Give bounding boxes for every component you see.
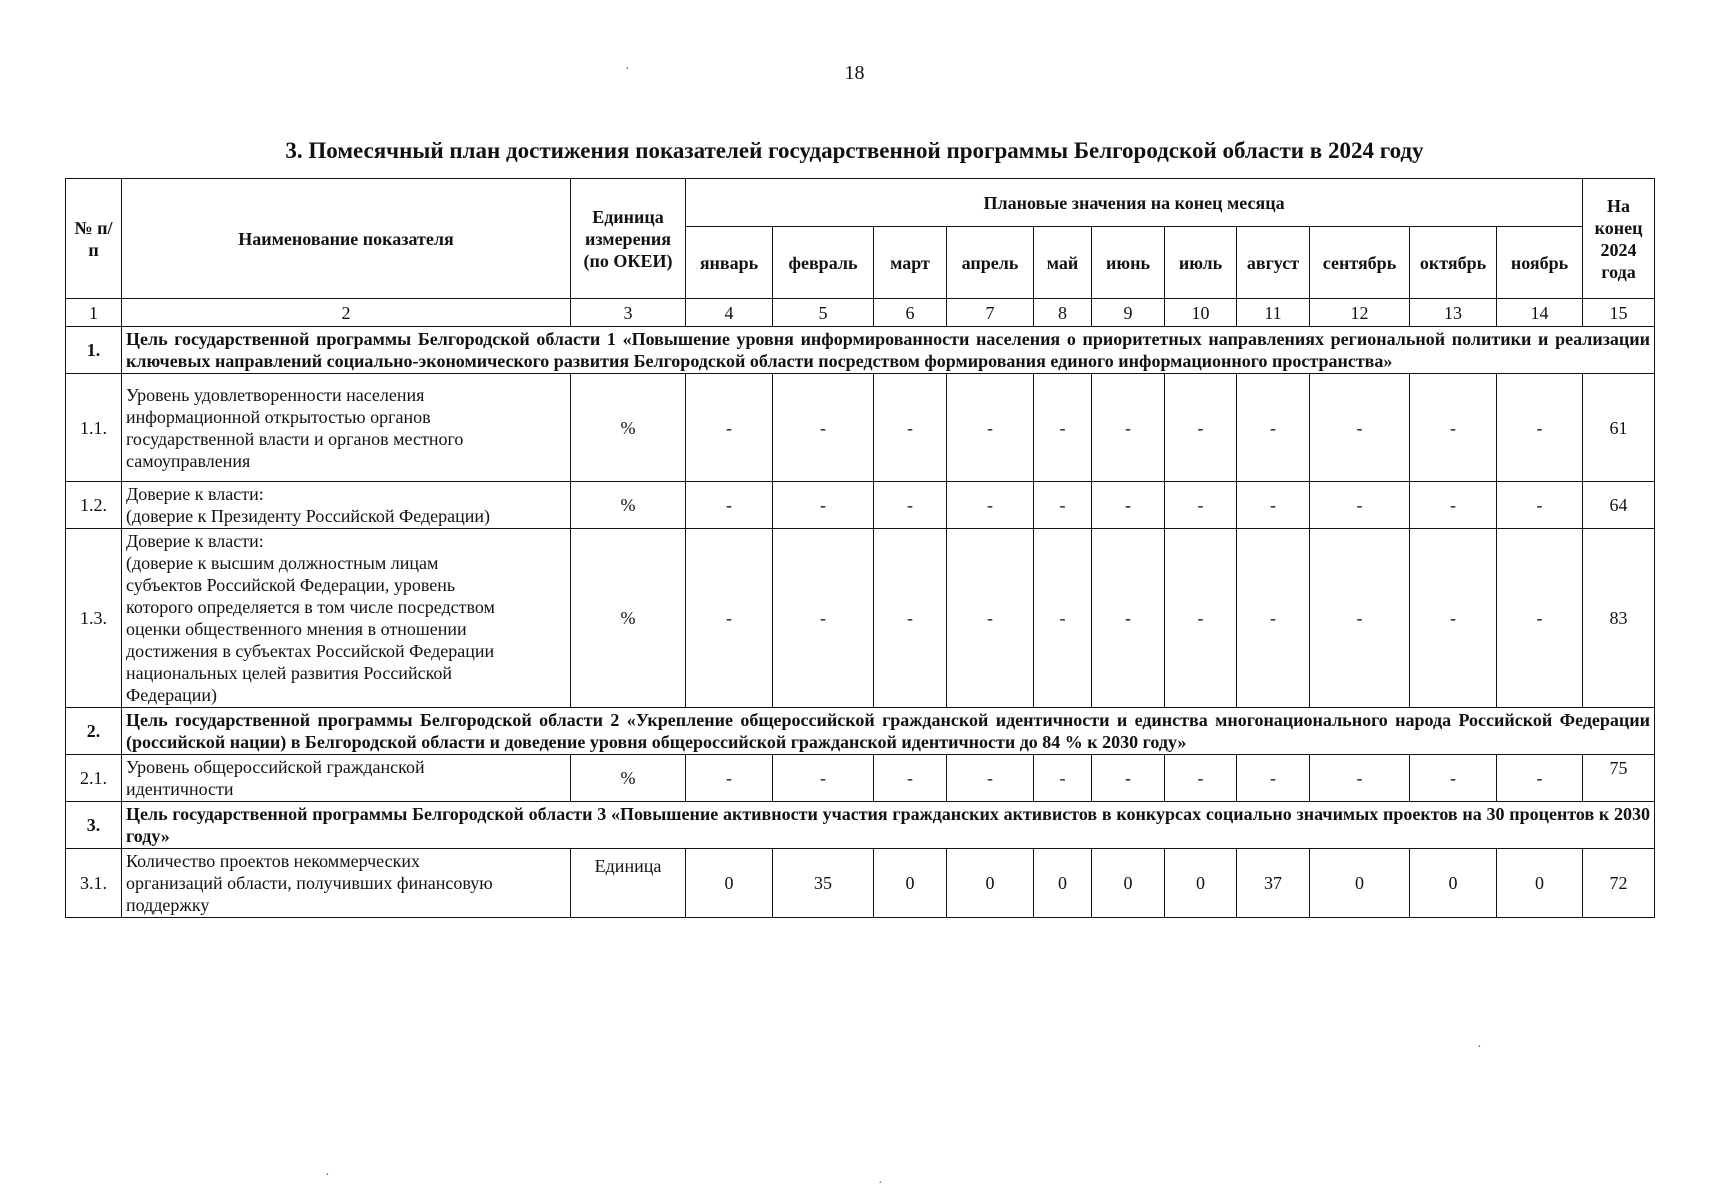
- monthly-value: 0: [874, 849, 947, 918]
- goal-text: Цель государственной программы Белгородской области 1 «Повышение уровня информированности населения о приоритетных направлениях региональной политики и реализации ключевых направлений социально-экономического развития Белгородской области посредством формирования единого информационного пространства»: [122, 327, 1655, 374]
- indicator-name-line: самоуправления: [126, 450, 251, 471]
- monthly-value: -: [947, 374, 1034, 482]
- monthly-value: -: [686, 482, 773, 529]
- monthly-value: -: [1092, 374, 1165, 482]
- scan-speck: ·: [1477, 1040, 1482, 1055]
- indicator-name-line: Федерации): [126, 685, 218, 705]
- indicator-number: 2.1.: [66, 755, 122, 802]
- header-month: июль: [1165, 227, 1237, 299]
- indicator-row: [66, 849, 1655, 918]
- column-number: 15: [1583, 299, 1655, 327]
- indicator-name-line: национальных целей развития Российской: [126, 663, 453, 683]
- indicator-name-line: (доверие к высшим должностным лицам: [126, 553, 439, 573]
- monthly-value: -: [947, 755, 1034, 802]
- monthly-value: -: [874, 374, 947, 482]
- indicator-row: [66, 482, 1655, 529]
- column-number: 3: [571, 299, 686, 327]
- monthly-value: 0: [1034, 849, 1092, 918]
- page-number: 18: [844, 62, 865, 84]
- indicator-name: [122, 482, 571, 529]
- header-month: январь: [686, 227, 773, 299]
- header-month: февраль: [773, 227, 874, 299]
- monthly-value: -: [1237, 755, 1310, 802]
- indicator-name: [122, 755, 571, 802]
- goal-number: 1.: [66, 327, 122, 374]
- indicator-name: [122, 374, 571, 482]
- goal-number: 3.: [66, 802, 122, 849]
- indicator-name-line: оценки общественного мнения в отношении: [126, 619, 467, 639]
- indicator-name-line: достижения в субъектах Российской Федерации: [126, 641, 495, 661]
- monthly-value: -: [773, 374, 874, 482]
- column-number: 6: [874, 299, 947, 327]
- page-title: 3. Помесячный план достижения показателей государственной программы Белгородской области в 2024 году: [285, 138, 1424, 163]
- column-number: 9: [1092, 299, 1165, 327]
- monthly-value: 0: [947, 849, 1034, 918]
- indicator-name-line: Количество проектов некоммерческих: [126, 851, 420, 871]
- column-number: 14: [1497, 299, 1583, 327]
- year-end-value: 83: [1583, 529, 1655, 708]
- monthly-value: -: [1034, 755, 1092, 802]
- monthly-value: -: [1497, 529, 1583, 708]
- monthly-value: -: [686, 374, 773, 482]
- monthly-value: 0: [686, 849, 773, 918]
- monthly-value: -: [1165, 374, 1237, 482]
- monthly-value: 0: [1497, 849, 1583, 918]
- goal-row: [66, 708, 1655, 755]
- monthly-value: -: [947, 482, 1034, 529]
- year-end-value: 61: [1583, 374, 1655, 482]
- header-month: апрель: [947, 227, 1034, 299]
- monthly-value: -: [686, 755, 773, 802]
- indicator-name: [122, 849, 571, 918]
- column-number: 8: [1034, 299, 1092, 327]
- monthly-value: 37: [1237, 849, 1310, 918]
- header-month: июнь: [1092, 227, 1165, 299]
- indicator-unit: %: [571, 482, 686, 529]
- monthly-value: 0: [1165, 849, 1237, 918]
- header-name: Наименование показателя: [122, 179, 571, 299]
- monthly-value: -: [874, 755, 947, 802]
- monthly-value: 0: [1310, 849, 1410, 918]
- indicator-name-line: Уровень общероссийской гражданской: [126, 757, 425, 777]
- column-number: 5: [773, 299, 874, 327]
- monthly-value: -: [1410, 482, 1497, 529]
- column-number: 7: [947, 299, 1034, 327]
- indicator-unit: %: [571, 374, 686, 482]
- monthly-value: -: [1497, 755, 1583, 802]
- monthly-value: -: [1497, 374, 1583, 482]
- indicator-name-line: которого определяется в том числе посредством: [126, 597, 495, 617]
- monthly-value: -: [773, 529, 874, 708]
- header-month: ноябрь: [1497, 227, 1583, 299]
- monthly-value: -: [874, 529, 947, 708]
- indicator-row: [66, 529, 1655, 708]
- indicator-name-line: государственной власти и органов местного: [126, 428, 464, 449]
- indicator-name-line: идентичности: [126, 779, 234, 799]
- monthly-value: -: [1165, 529, 1237, 708]
- monthly-value: -: [773, 482, 874, 529]
- indicator-name-line: поддержку: [126, 895, 210, 915]
- scan-speck: ·: [878, 1176, 883, 1191]
- monthly-value: -: [1165, 482, 1237, 529]
- year-end-value: 72: [1583, 849, 1655, 918]
- header-unit: Единица измерения (по ОКЕИ): [571, 179, 686, 299]
- monthly-value: -: [1310, 529, 1410, 708]
- header-month: май: [1034, 227, 1092, 299]
- goal-text: Цель государственной программы Белгородской области 3 «Повышение активности участия гражданских активистов в конкурсах социально значимых проектов на 30 процентов к 2030 году»: [122, 802, 1655, 849]
- indicator-name-line: субъектов Российской Федерации, уровень: [126, 575, 456, 595]
- monthly-value: 0: [1410, 849, 1497, 918]
- monthly-value: -: [1237, 529, 1310, 708]
- column-number: 13: [1410, 299, 1497, 327]
- indicator-name-line: организаций области, получивших финансовую: [126, 873, 493, 893]
- goal-number: 2.: [66, 708, 122, 755]
- header-num: № п/п: [66, 179, 122, 299]
- indicator-row: [66, 374, 1655, 482]
- indicator-unit: %: [571, 529, 686, 708]
- indicator-name: [122, 529, 571, 708]
- indicator-name-line: Доверие к власти:: [126, 484, 264, 504]
- indicator-row: [66, 755, 1655, 802]
- monthly-value: -: [1410, 374, 1497, 482]
- indicator-name-line: Доверие к власти:: [126, 531, 264, 551]
- monthly-value: -: [1034, 482, 1092, 529]
- monthly-value: 35: [773, 849, 874, 918]
- indicator-number: 1.3.: [66, 529, 122, 708]
- monthly-value: -: [874, 482, 947, 529]
- monthly-value: -: [773, 755, 874, 802]
- indicator-number: 3.1.: [66, 849, 122, 918]
- header-months-group: Плановые значения на конец месяца: [686, 179, 1583, 227]
- header-month: март: [874, 227, 947, 299]
- scan-speck: ·: [325, 1168, 330, 1183]
- column-number: 1: [66, 299, 122, 327]
- monthly-value: -: [1034, 374, 1092, 482]
- header-month: август: [1237, 227, 1310, 299]
- column-number: 10: [1165, 299, 1237, 327]
- header-month: сентябрь: [1310, 227, 1410, 299]
- monthly-value: -: [1310, 482, 1410, 529]
- column-number: 11: [1237, 299, 1310, 327]
- header-year-end: На конец 2024 года: [1583, 179, 1655, 299]
- year-end-value: 75: [1583, 755, 1655, 802]
- monthly-value: -: [1237, 374, 1310, 482]
- monthly-value: -: [1092, 755, 1165, 802]
- year-end-value: 64: [1583, 482, 1655, 529]
- monthly-value: -: [947, 529, 1034, 708]
- indicator-name-line: (доверие к Президенту Российской Федерации): [126, 506, 490, 526]
- monthly-value: -: [1237, 482, 1310, 529]
- indicator-name-line: Уровень удовлетворенности населения: [126, 384, 425, 405]
- monthly-value: -: [1497, 482, 1583, 529]
- monthly-value: -: [1165, 755, 1237, 802]
- monthly-value: -: [1310, 374, 1410, 482]
- goal-row: [66, 327, 1655, 374]
- monthly-value: -: [1310, 755, 1410, 802]
- column-number: 2: [122, 299, 571, 327]
- monthly-value: -: [1034, 529, 1092, 708]
- indicator-plan-table: [65, 178, 1655, 918]
- monthly-value: -: [1092, 529, 1165, 708]
- scan-speck: ·: [625, 62, 630, 77]
- indicator-number: 1.1.: [66, 374, 122, 482]
- indicator-name-line: информационной открытостью органов: [126, 406, 431, 427]
- goal-row: [66, 802, 1655, 849]
- column-number: 4: [686, 299, 773, 327]
- column-number: 12: [1310, 299, 1410, 327]
- goal-text: Цель государственной программы Белгородской области 2 «Укрепление общероссийской гражданской идентичности и единства многонационального народа Российской Федерации (российской нации) в Белгородской области и доведение уровня общероссийской гражданской идентичности до 84 % к 2030 году»: [122, 708, 1655, 755]
- header-month: октябрь: [1410, 227, 1497, 299]
- monthly-value: -: [1410, 755, 1497, 802]
- indicator-number: 1.2.: [66, 482, 122, 529]
- monthly-value: -: [1092, 482, 1165, 529]
- monthly-value: -: [686, 529, 773, 708]
- monthly-value: -: [1410, 529, 1497, 708]
- indicator-unit: %: [571, 755, 686, 802]
- monthly-value: 0: [1092, 849, 1165, 918]
- indicator-unit: Единица: [571, 849, 686, 918]
